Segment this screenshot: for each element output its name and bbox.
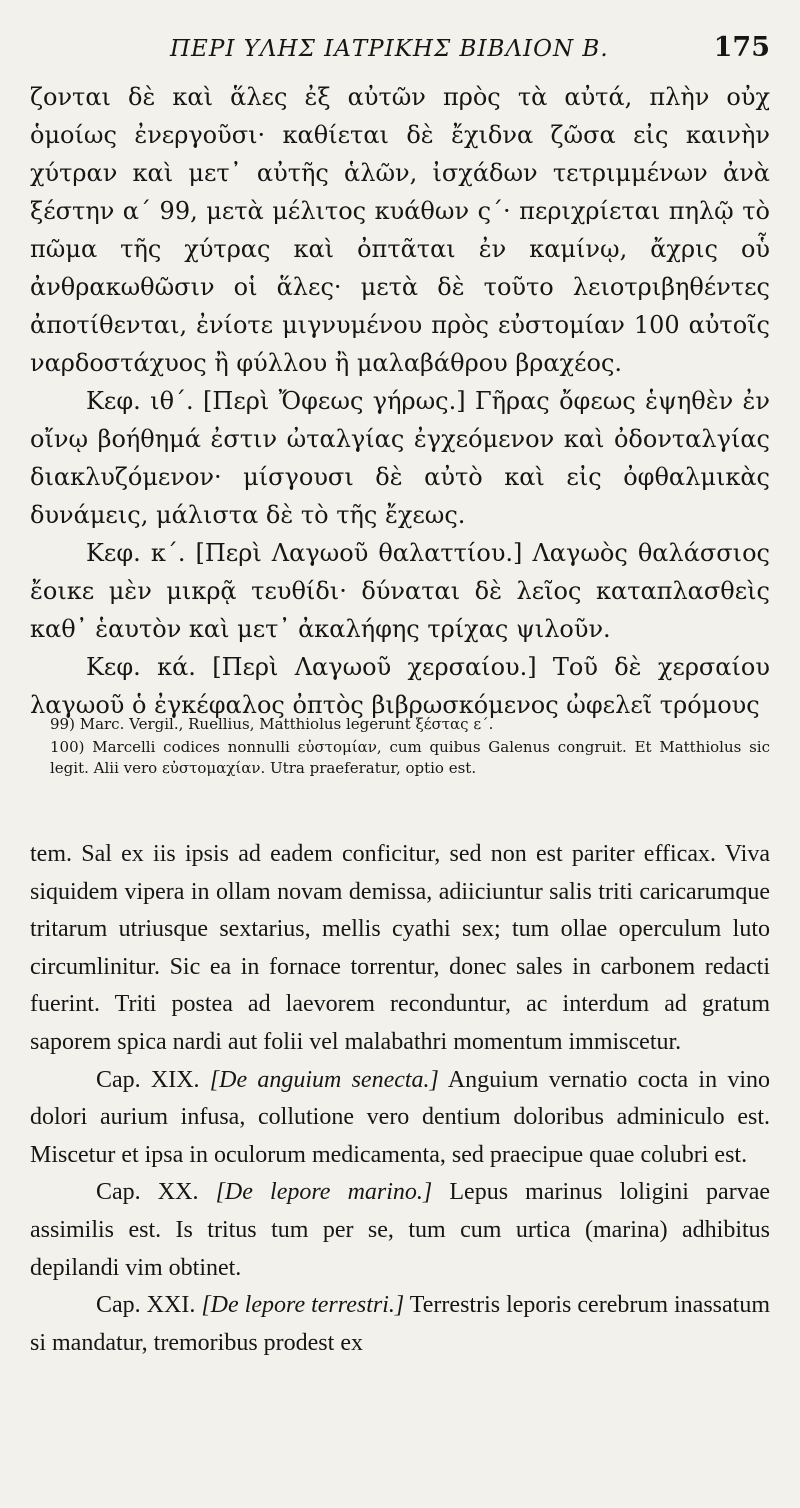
greek-text <box>30 78 770 724</box>
running-title: ΠΕΡΙ ΥΛΗΣ ΙΑΤΡΙΚΗΣ ΒΙΒΛΙΟΝ Β. <box>170 36 609 62</box>
chapter-title: [Περὶ Ὄφεως γήρως.] <box>203 387 466 415</box>
chapter-number: Κεφ. κ΄. <box>86 539 186 567</box>
latin-chapter-20 <box>30 1174 770 1287</box>
latin-text <box>30 836 770 1362</box>
greek-chapter-21 <box>30 648 770 724</box>
chapter-number: Cap. XXI. <box>96 1292 196 1319</box>
chapter-number: Cap. XX. <box>96 1179 199 1206</box>
chapter-number: Cap. XIX. <box>96 1066 200 1093</box>
chapter-title: [De anguium senecta.] <box>209 1066 439 1093</box>
chapter-text: Λαγωὸς θαλάσσιος ἔοικε μὲν μικρᾷ τευθίδι· δύναται δὲ λεῖος καταπλασθεὶς καθ᾽ ἑαυτὸν καὶ μετ᾽ ἀκαλήφης τρίχας ψιλοῦν. <box>30 539 770 643</box>
chapter-title: [Περὶ Λαγωοῦ θαλαττίου.] <box>195 539 523 567</box>
chapter-text: Lepus marinus loligini parvae assimilis est. Is tritus tum per se, tum cum urtica (marina) adhibitus depilandi vim obtinet. <box>30 1179 770 1281</box>
chapter-number: Κεφ. κά. <box>86 653 196 681</box>
footnote-99: 99) Marc. Vergil., Ruellius, Matthiolus legerunt ξέστας ε΄. <box>50 715 494 733</box>
latin-chapter-21 <box>30 1287 770 1362</box>
chapter-text: Τοῦ δὲ χερσαίου λαγωοῦ ὁ ἐγκέφαλος ὀπτὸς βιβρωσκόμενος ὠφελεῖ τρόμους <box>30 653 770 719</box>
chapter-title: [De lepore terrestri.] <box>201 1292 405 1319</box>
latin-chapter-19 <box>30 1062 770 1175</box>
chapter-number: Κεφ. ιθ΄. <box>86 387 194 415</box>
chapter-title: [De lepore marino.] <box>215 1179 433 1206</box>
latin-paragraph: tem. Sal ex iis ipsis ad eadem conficitur, sed non est pariter efficax. Viva siquidem vipera in ollam novam demissa, adiiciuntur salis triti caricarumque tritarum utriusque sextarius, mellis cyathi sex; tum ollae operculum luto circumlinitur. Sic ea in fornace torrentur, donec sales in carbonem redacti fuerint. Triti postea ad laevorem reconduntur, ac interdum ad gratum saporem spica nardi aut folii vel malabathri momentum immiscetur. <box>30 841 770 1055</box>
greek-paragraph: ζονται δὲ καὶ ἅλες ἐξ αὐτῶν πρὸς τὰ αὐτά, πλὴν οὐχ ὁμοίως ἐνεργοῦσι· καθίεται δὲ ἔχιδνα ζῶσα εἰς καινὴν χύτραν καὶ μετ᾽ αὐτῆς ἁλῶν, ἰσχάδων τετριμμένων ἀνὰ ξέστην α΄ 99, μετὰ μέλιτος κυάθων ς΄· περιχρίεται πηλῷ τὸ πῶμα τῆς χύτρας καὶ ὀπτᾶται ἐν καμίνῳ, ἄχρις οὗ ἀνθρακωθῶσιν οἱ ἅλες· μετὰ δὲ τοῦτο λειοτριβηθέντες ἀποτίθενται, ἐνίοτε μιγνυμένου πρὸς εὐστομίαν 100 αὐτοῖς ναρδοστάχυος ἢ φύλλου ἢ μαλαβάθρου βραχέος. <box>30 83 770 377</box>
book-page <box>30 0 770 1508</box>
footnote-100: 100) Marcelli codices nonnulli εὐστομίαν, cum quibus Galenus congruit. Et Matthiolus sic legit. Alii vero εὐστομαχίαν. Utra praeferatur, optio est. <box>50 738 770 777</box>
greek-chapter-20 <box>30 534 770 648</box>
page-number: 175 <box>713 32 770 63</box>
running-head <box>30 28 770 72</box>
chapter-text: Anguium vernatio cocta in vino dolori aurium infusa, collutione vero dentium doloribus adminiculo est. Miscetur et ipsa in oculorum medicamenta, sed praecipue quae colubri est. <box>30 1066 770 1168</box>
footnotes <box>50 714 770 781</box>
greek-chapter-19 <box>30 382 770 534</box>
chapter-text: Terrestris leporis cerebrum inassatum si mandatur, tremoribus prodest ex <box>30 1292 771 1356</box>
chapter-text: Γῆρας ὄφεως ἑψηθὲν ἐν οἴνῳ βοήθημά ἐστιν ὠταλγίας ἐγχεόμενον καὶ ὀδονταλγίας διακλυζόμενον· μίσγουσι δὲ αὐτὸ καὶ εἰς ὀφθαλμικὰς δυνάμεις, μάλιστα δὲ τὸ τῆς ἔχεως. <box>30 387 770 529</box>
chapter-title: [Περὶ Λαγωοῦ χερσαίου.] <box>212 653 537 681</box>
